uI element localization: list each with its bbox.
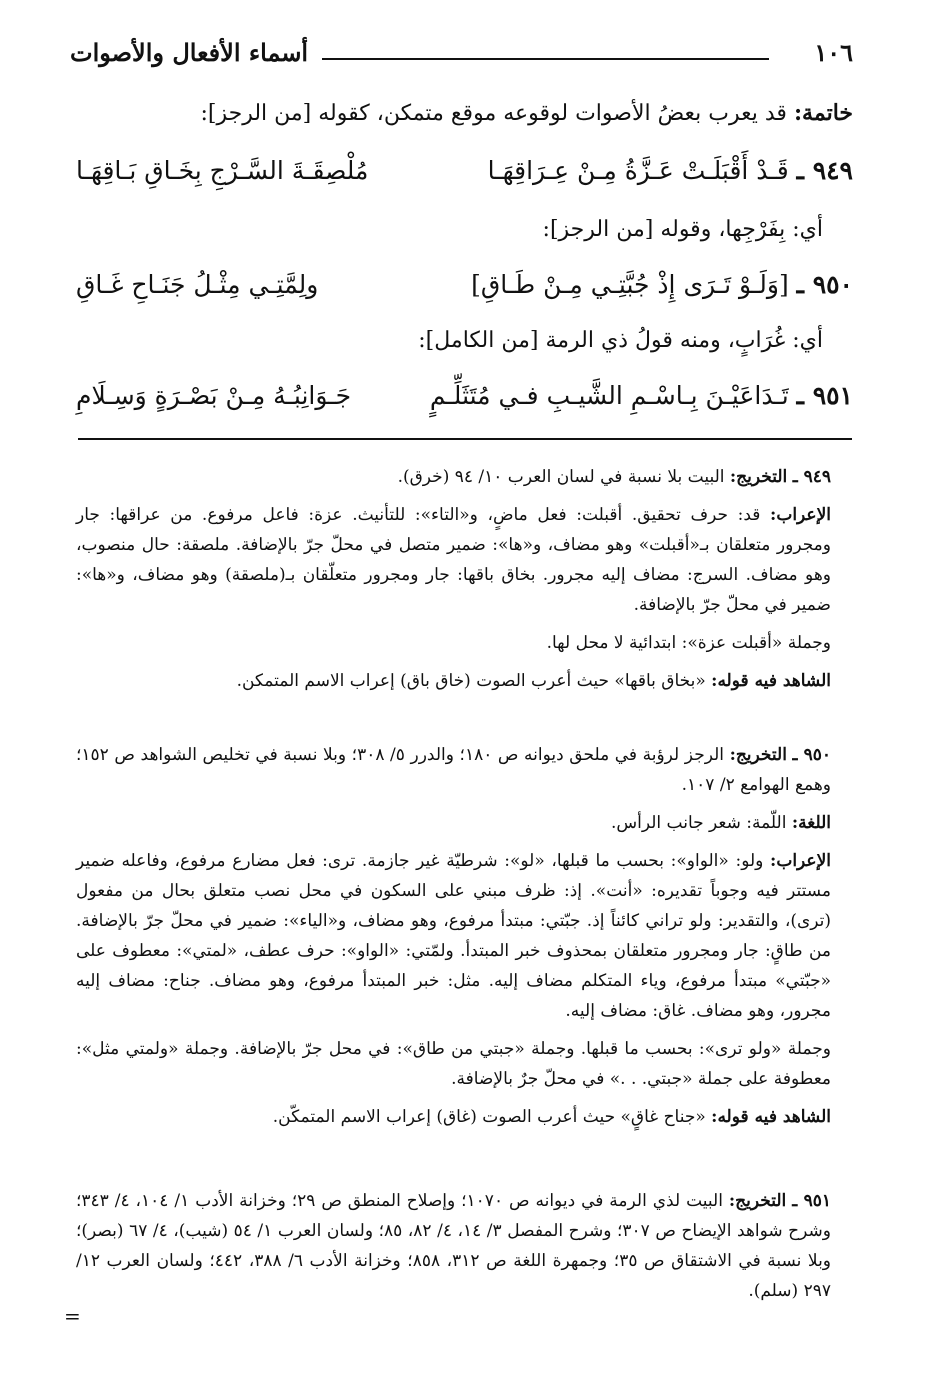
verse-hemistich-second: مُلْصِقَـةَ السَّـرْجِ بِخَـاقِ بَـاقِهَـا (76, 156, 369, 185)
verse-text: تَـدَاعَيْـنَ بِـاسْـمِ الشَّيـبِ فـي مُتَثَلِّـمٍ (429, 381, 789, 410)
shahid-label: الشاهد فيه قوله: (711, 1107, 831, 1127)
takhrij-label: التخريج: (729, 745, 787, 765)
verse-number: ٩٥٠ ـ (796, 270, 853, 299)
footnote-number: ٩٥١ ـ (792, 1191, 832, 1211)
footnote-lugha (76, 808, 853, 838)
verse-949 (76, 156, 853, 196)
shahid-text: «جناح غاقٍ» حيث أعرب الصوت (غاق) إعراب الاسم المتمكّن. (272, 1107, 706, 1127)
page-header (70, 38, 853, 78)
footnote-950 (76, 740, 853, 1132)
verse-number: ٩٤٩ ـ (796, 156, 853, 185)
takhrij-text: البيت لذي الرمة في ديوانه ص ١٠٧٠؛ وإصلاح المنطق ص ٢٩؛ وخزانة الأدب ١/ ١٠٤، ٤/ ٣٤٣؛ وشرح شواهد الإيضاح ص ٣٠٧؛ وشرح المفصل ٣/ ١٤، ٤/ ٨٢، ٨٥؛ ولسان العرب ١/ ٥٤ (شيب)، ٤/ ٦٧ (بصر)؛ وبلا نسبة في الاشتقاق ص ٣٥؛ وجمهرة اللغة ص ٣١٢، ٨٥٨؛ وخزانة الأدب ٦/ ٣٨٨، ٤٤٢؛ ولسان العرب ١٢/ ٢٩٧ (سلم). (76, 1191, 832, 1301)
footnote-jumla: وجملة «أقبلت عزة»: ابتدائية لا محل لها. (546, 633, 831, 653)
verse-number: ٩٥١ ـ (796, 381, 853, 410)
footnote-shahid (76, 1102, 853, 1132)
gloss-line: أي: بِفَرْجِها، وقوله [من الرجز]: (542, 217, 823, 242)
conclusion-label: خاتمة: (793, 100, 853, 126)
gloss-line: أي: غُرَابٍ، ومنه قولُ ذي الرمة [من الكامل]: (418, 328, 823, 353)
footnote-number: ٩٤٩ ـ (792, 467, 831, 487)
verse-hemistich-second: جَـوَانِبُـهُ مِـنْ بَصْـرَةٍ وَسِـلَامِ (76, 381, 352, 410)
footnote-number: ٩٥٠ ـ (792, 745, 831, 765)
verse-950 (76, 270, 853, 310)
takhrij-label: التخريج: (728, 1191, 787, 1211)
footnote-separator (78, 438, 852, 440)
verse-hemistich-second: ولِمَّتِـي مِثْـلُ جَنَـاحِ غَـاقِ (76, 270, 319, 299)
footnote-951 (76, 1186, 853, 1306)
footnote-takhrij (76, 1186, 853, 1306)
irab-label: الإعراب: (770, 851, 831, 871)
lugha-label: اللغة: (791, 813, 831, 833)
verse-text: قَـدْ أَقْبَلَـتْ عَـزَّةُ مِـنْ عِـرَاقِهَـا (487, 156, 789, 185)
footnote-jumla: وجملة «ولو ترى»: بحسب ما قبلها. وجملة «جبتي من طاق»: في محل جرّ بالإضافة. وجملة «ولمتي مثل»: معطوفة على جملة «جبتي. . .» في محلّ جرٌ بالإضافة. (76, 1039, 831, 1089)
shahid-text: «بخاق باقها» حيث أعرب الصوت (خاق باق) إعراب الاسم المتمكن. (236, 671, 706, 691)
verse-hemistich-first (471, 270, 853, 299)
verse-951 (76, 381, 853, 421)
lugha-text: اللّمة: شعر جانب الرأس. (610, 813, 787, 833)
footnote-takhrij (76, 462, 853, 492)
takhrij-label: التخريج: (729, 467, 788, 487)
takhrij-text: البيت بلا نسبة في لسان العرب ١٠/ ٩٤ (خرق). (397, 467, 725, 487)
footnote-irab (76, 500, 853, 620)
footnote-949 (76, 462, 853, 696)
verse-hemistich-first (488, 156, 853, 185)
continuation-mark: = (64, 1304, 81, 1328)
irab-label: الإعراب: (770, 505, 831, 525)
shahid-label: الشاهد فيه قوله: (711, 671, 831, 691)
page-number: ١٠٦ (814, 38, 853, 67)
footnote-shahid (76, 666, 853, 696)
running-title: أسماء الأفعال والأصوات (70, 38, 309, 67)
verse-hemistich-first (430, 381, 853, 410)
irab-text: ولو: «الواو»: بحسب ما قبلها، «لو»: شرطيّة غير جازمة. ترى: فعل مضارع مرفوع، وفاعله ضمير مستتر فيه وجوباً تقديره: «أنت». إذ: ظرف مبني على السكون في محل نصب متعلق بحال من مفعول (ترى)، والتقدير: ولو تراني كائناً إذ. جبّتي: مبتدأ مرفوع، وهو مضاف، و«الياء»: ضمير في محلّ جرّ بالإضافة. من طاقٍ: جار ومجرور متعلقان بمحذوف خبر المبتدأ. ولمّتي: «الواو»: حرف عطف، «لمتي»: معطوف على «جبّتي» مبتدأ مرفوع، وياء المتكلم مضاف إليه. مثل: خبر المبتدأ مرفوع، وهو مضاف. جناح: مضاف إليه مجرور، وهو مضاف. غاق: مضاف إليه. (76, 851, 831, 1021)
conclusion-line (76, 100, 853, 126)
takhrij-text: الرجز لرؤبة في ملحق ديوانه ص ١٨٠؛ والدرر ٥/ ٣٠٨؛ وبلا نسبة في تخليص الشواهد ص ١٥٢؛ وهمع الهوامع ٢/ ١٠٧. (76, 745, 831, 795)
irab-text: قد: حرف تحقيق. أقبلت: فعل ماضٍ، و«التاء»: للتأنيث. عزة: فاعل مرفوع. من عراقها: جار ومجرور متعلقان بـ«أقبلت» وهو مضاف، و«ها»: ضمير متصل في محلّ جرّ بالإضافة. ملصقة: حال منصوب، وهو مضاف. السرج: مضاف إليه مجرور. بخاق باقها: جار ومجرور متعلّقان بـ(ملصقة) وهو مضاف، و«ها»: ضمير في محلّ جرّ بالإضافة. (76, 505, 831, 615)
verse-text: [وَلَـوْ تَـرَى إِذْ جُبَّتِـي مِـنْ طَـاقِ] (471, 270, 789, 299)
footnote-takhrij (76, 740, 853, 800)
footnote-irab (76, 846, 853, 1026)
conclusion-text: قد يعرب بعضُ الأصوات لوقوعه موقع متمكن، كقوله [من الرجز]: (200, 101, 787, 126)
header-rule (322, 58, 769, 60)
